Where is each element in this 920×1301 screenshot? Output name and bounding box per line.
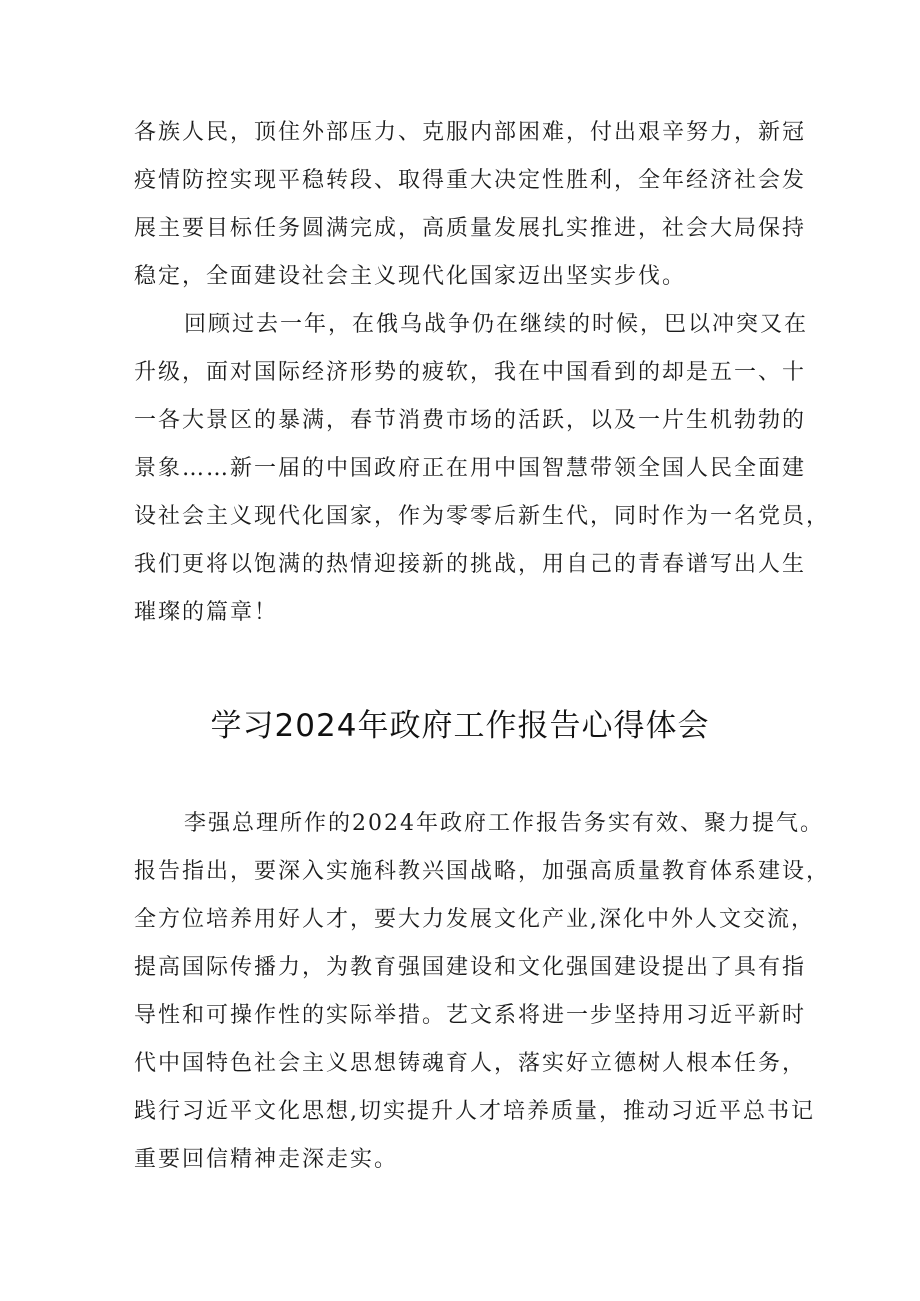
text-line: 全方位培养用好人才，要大力发展文化产业,深化中外人文交流， [134, 907, 815, 932]
text-line: 稳定，全面建设社会主义现代化国家迈出坚实步伐。 [134, 264, 687, 289]
text-line: 李强总理所作的2024年政府工作报告务实有效、聚力提气。 [184, 811, 824, 836]
paragraph-continuation [134, 109, 807, 301]
text-line: 报告指出，要深入实施科教兴国战略，加强高质量教育体系建设， [134, 859, 831, 884]
text-line: 一各大景区的暴满，春节消费市场的活跃，以及一片生机勃勃的 [134, 408, 807, 433]
text-line: 景象……新一届的中国政府正在用中国智慧带领全国人民全面建 [134, 456, 807, 481]
paragraph-reflection [134, 301, 831, 637]
text-line: 升级，面对国际经济形势的疲软，我在中国看到的却是五一、十 [134, 360, 807, 385]
text-line: 璀璨的篇章！ [134, 600, 279, 625]
text-line: 设社会主义现代化国家，作为零零后新生代，同时作为一名党员， [134, 504, 831, 529]
paragraph-report [134, 800, 831, 1184]
text-line: 疫情防控实现平稳转段、取得重大决定性胜利，全年经济社会发 [134, 168, 807, 193]
section-title: 学习2024年政府工作报告心得体会 [210, 708, 710, 744]
text-line: 展主要目标任务圆满完成，高质量发展扎实推进，社会大局保持 [134, 216, 807, 241]
text-line: 回顾过去一年，在俄乌战争仍在继续的时候，巴以冲突又在 [184, 312, 809, 337]
text-line: 我们更将以饱满的热情迎接新的挑战，用自己的青春谱写出人生 [134, 552, 807, 577]
text-line: 导性和可操作性的实际举措。艺文系将进一步坚持用习近平新时 [134, 1003, 807, 1028]
text-line: 践行习近平文化思想,切实提升人才培养质量，推动习近平总书记 [134, 1099, 815, 1124]
text-line: 提高国际传播力，为教育强国建设和文化强国建设提出了具有指 [134, 955, 807, 980]
text-line: 各族人民，顶住外部压力、克服内部困难，付出艰辛努力，新冠 [134, 120, 807, 145]
text-line: 重要回信精神走深走实。 [134, 1147, 399, 1172]
text-line: 代中国特色社会主义思想铸魂育人，落实好立德树人根本任务， [134, 1051, 807, 1076]
